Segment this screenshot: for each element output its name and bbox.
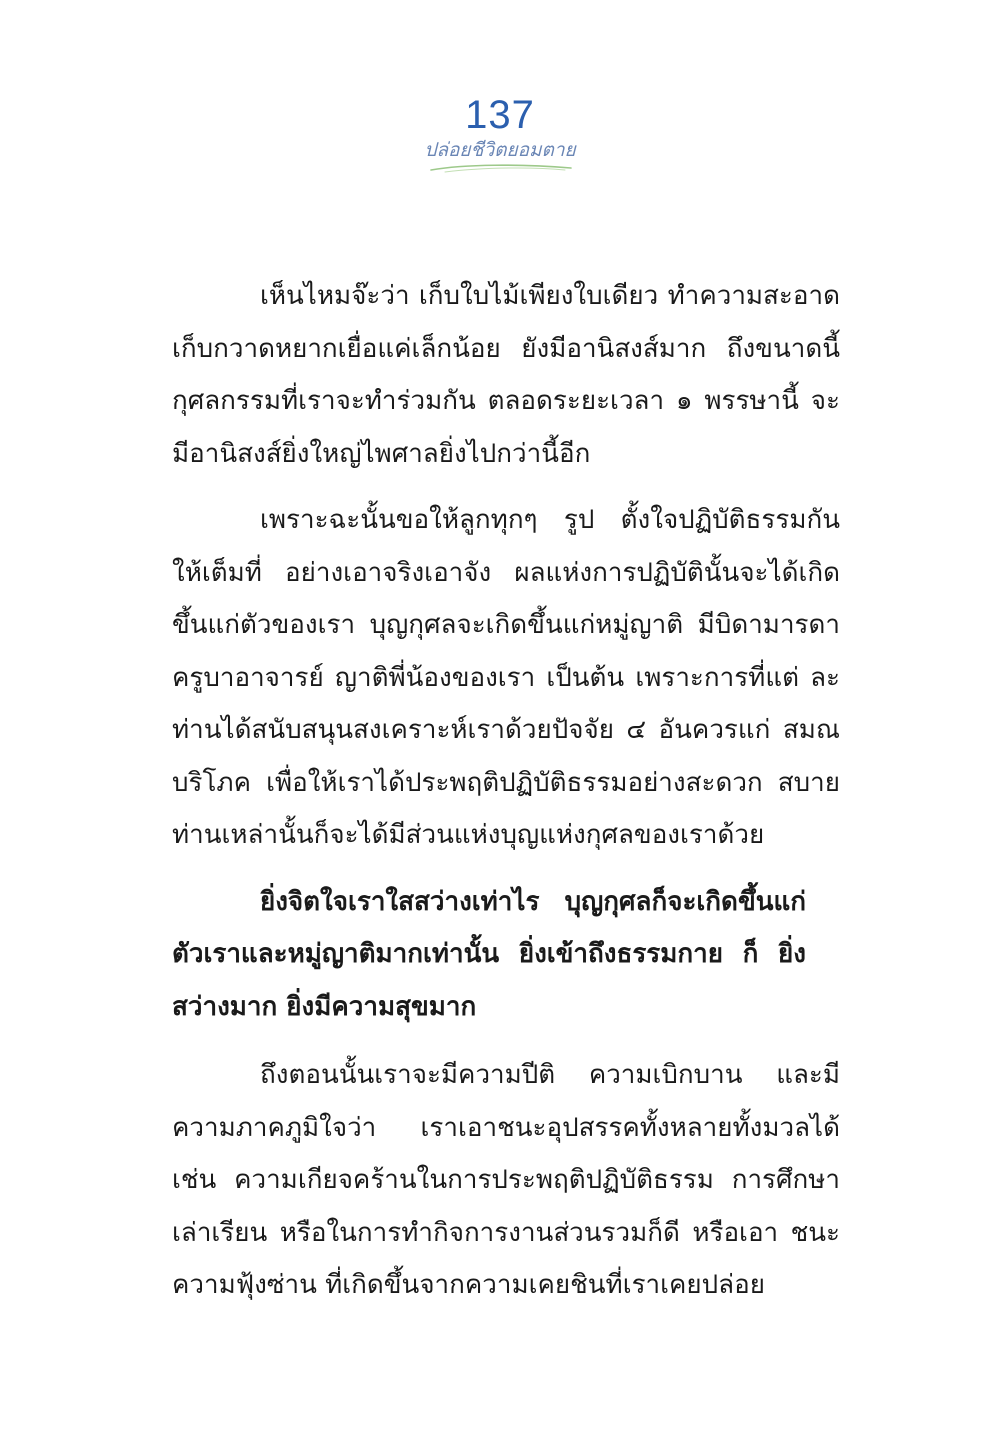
- paragraph: ถึงตอนนั้นเราจะมีความปีติ ความเบิกบาน และมี ความภาคภูมิใจว่า เราเอาชนะอุปสรรคทั้งหลายทั้งมวลได้ เช่น ความเกียจคร้านในการประพฤติปฏิบัติธรรม การศึกษา เล่าเรียน หรือในการทำกิจการงานส่วนรวมก็ดี หรือเอา ชนะความฟุ้งซ่าน ที่เกิดขึ้นจากความเคยชินที่เราเคยปล่อย: [172, 1060, 840, 1300]
- paragraph-bold: ยิ่งจิตใจเราใสสว่างเท่าไร บุญกุศลก็จะเกิดขึ้นแก่ ตัวเราและหมู่ญาติมากเท่านั้น ยิ่งเข้าถึงธรรมกาย ก็ ยิ่งสว่างมาก ยิ่งมีความสุขมาก: [172, 886, 806, 1022]
- body-text: [172, 270, 840, 1326]
- book-title: ปล่อยชีวิตยอมตาย: [424, 139, 576, 161]
- title-underline-decoration: [425, 162, 575, 174]
- paragraph: เพราะฉะนั้นขอให้ลูกทุกๆ รูป ตั้งใจปฏิบัติธรรมกัน ให้เต็มที่ อย่างเอาจริงเอาจัง ผลแห่งการปฏิบัตินั้นจะได้เกิด ขึ้นแก่ตัวของเรา บุญกุศลจะเกิดขึ้นแก่หมู่ญาติ มีบิดามารดา ครูบาอาจารย์ ญาติพี่น้องของเรา เป็นต้น เพราะการที่แต่ ละท่านได้สนับสนุนสงเคราะห์เราด้วยปัจจัย ๔ อันควรแก่ สมณบริโภค เพื่อให้เราได้ประพฤติปฏิบัติธรรมอย่างสะดวก สบาย ท่านเหล่านั้นก็จะได้มีส่วนแห่งบุญแห่งกุศลของเราด้วย: [172, 505, 840, 850]
- page-header: [0, 92, 1000, 174]
- paragraph: เห็นไหมจ๊ะว่า เก็บใบไม้เพียงใบเดียว ทำความสะอาด เก็บกวาดหยากเยื่อแค่เล็กน้อย ยังมีอานิสงส์มาก ถึงขนาดนี้ กุศลกรรมที่เราจะทำร่วมกัน ตลอดระยะเวลา ๑ พรรษานี้ จะมีอานิสงส์ยิ่งใหญ่ไพศาลยิ่งไปกว่านี้อีก: [172, 281, 840, 469]
- page-number: 137: [465, 93, 535, 137]
